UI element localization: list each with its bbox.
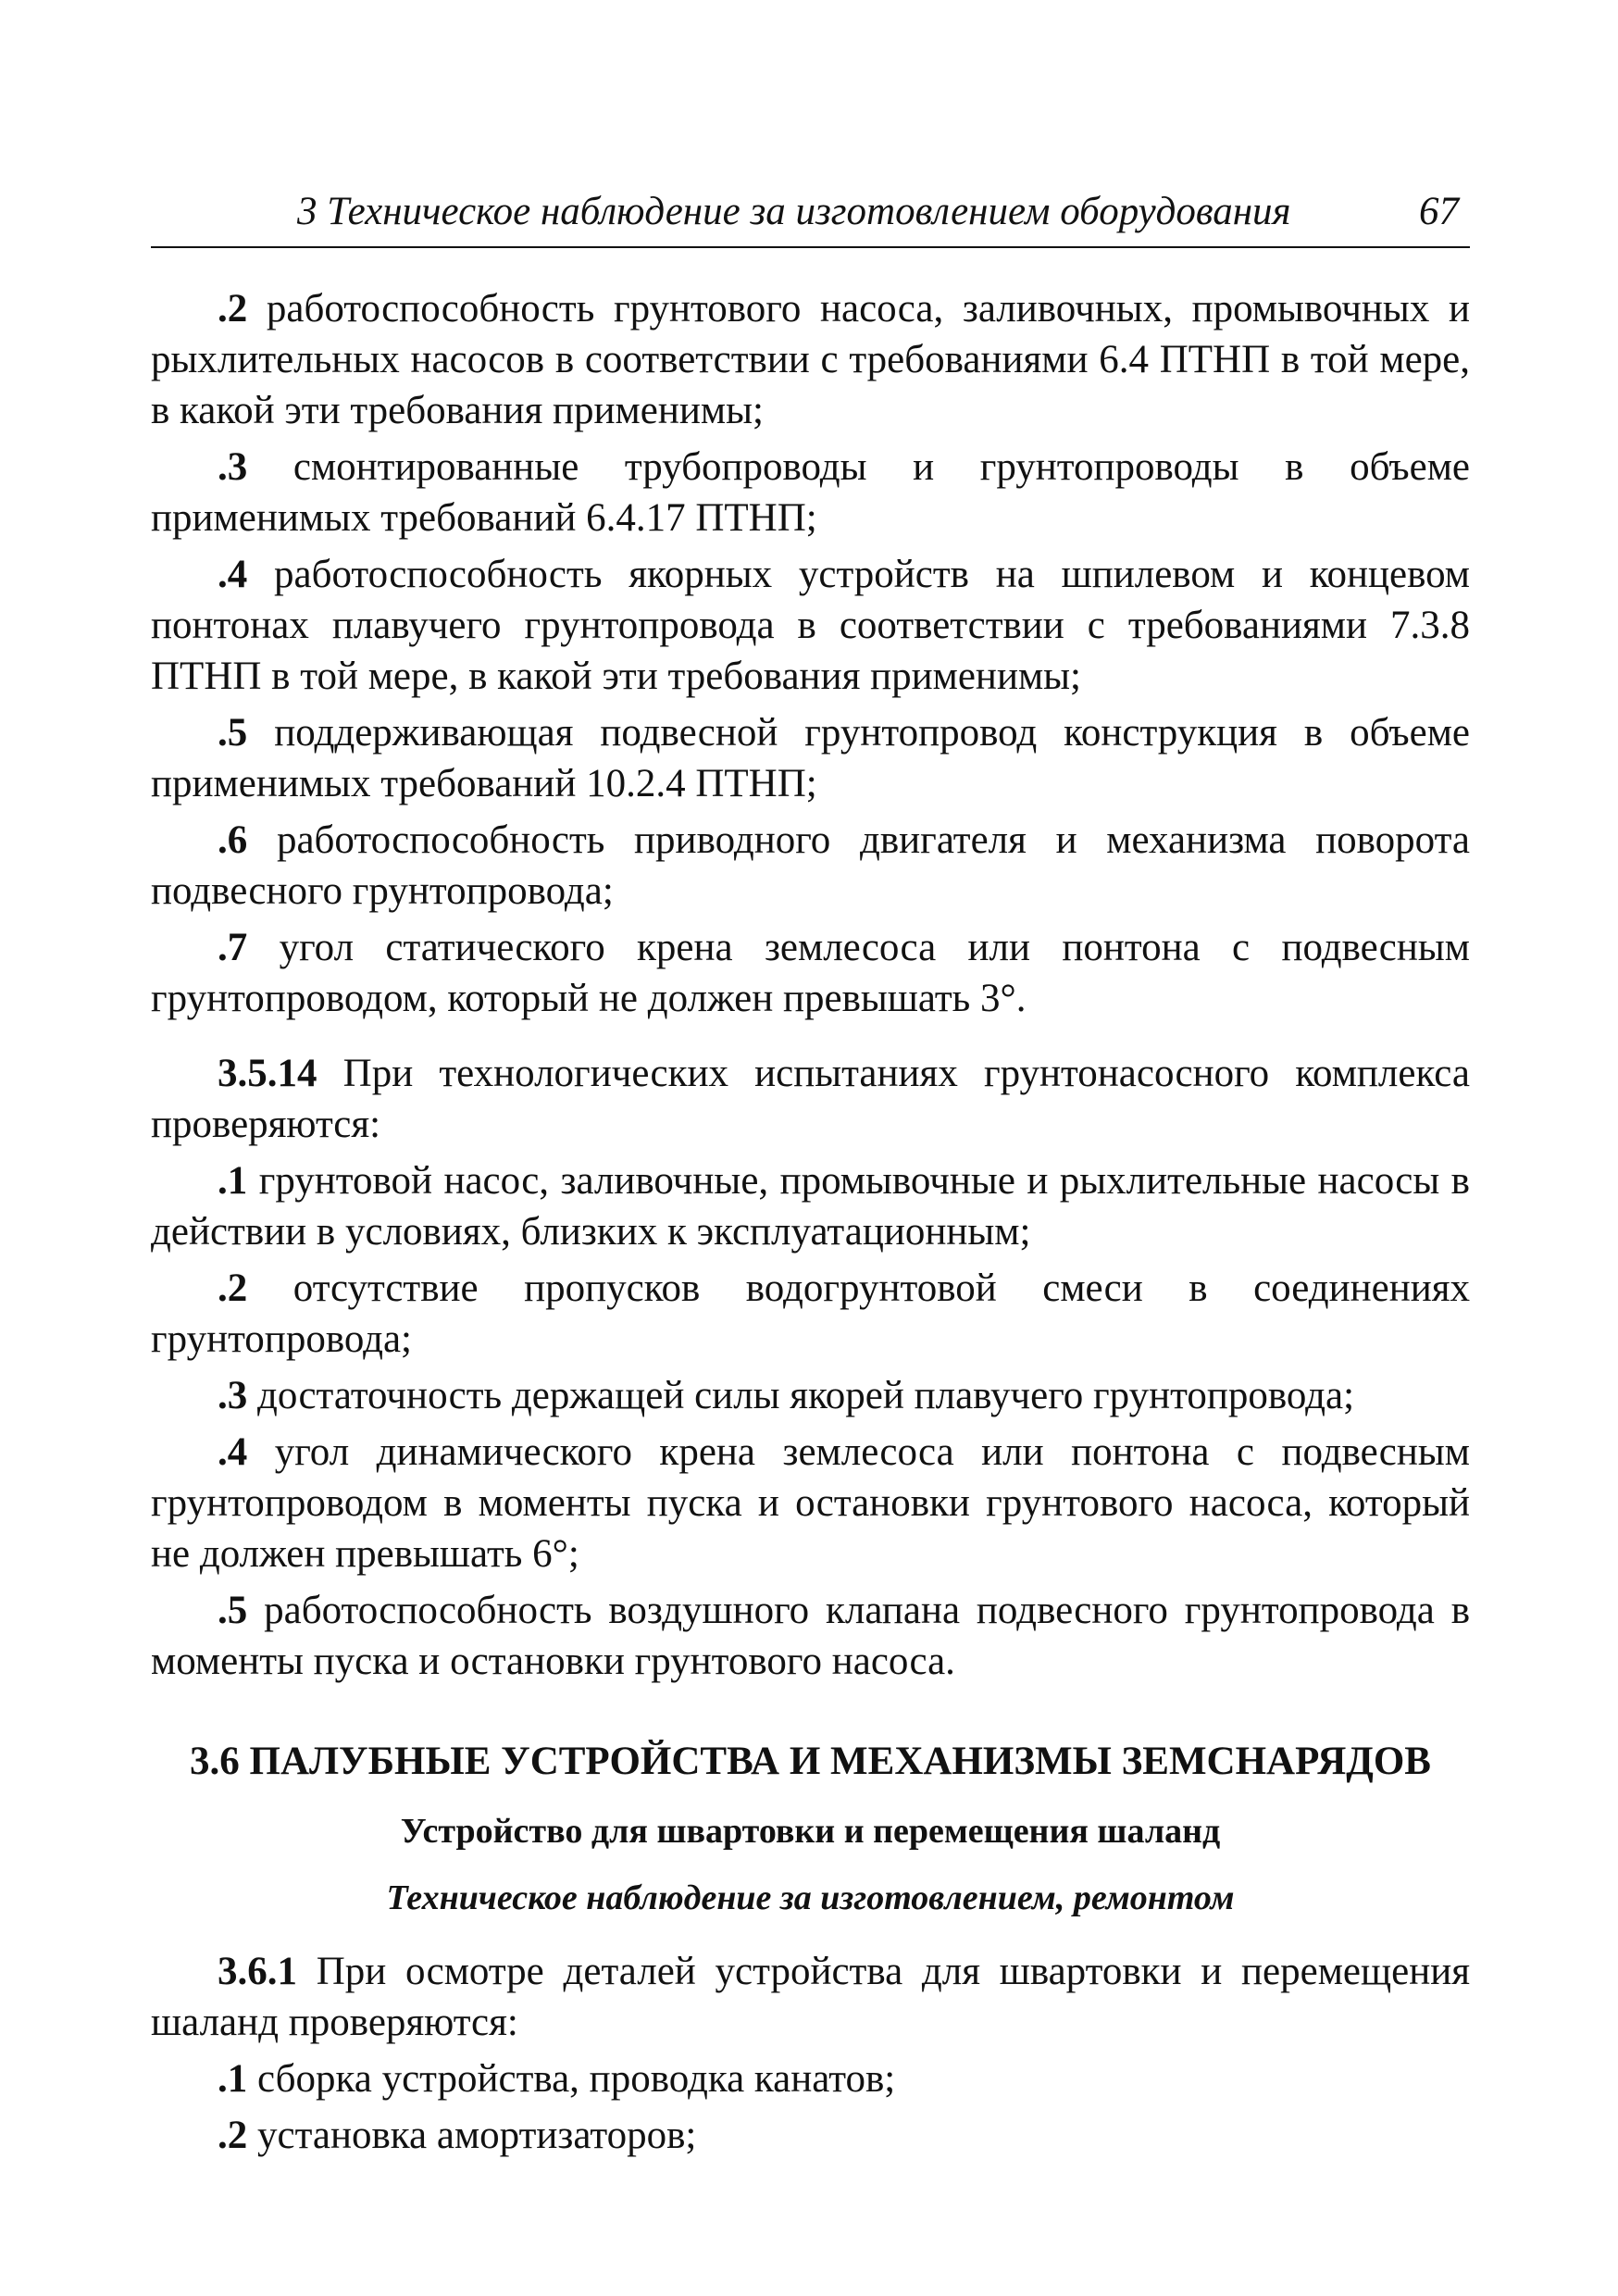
item-text: угол статического крена землесоса или понтона с подвесным грунтопроводом, который не должен превышать 3°. [151,926,1470,1020]
subsection-heading: Устройство для швартовки и перемещения шаланд [400,1812,1221,1851]
page-number: 67 [1419,190,1459,233]
item-number: .2 [218,2114,248,2157]
list-item [151,549,1470,702]
list-item [151,1427,1470,1579]
item-text: работоспособность грунтового насоса, заливочных, промывочных и рыхлительных насосов в соответствии с требованиями 6.4 ПТНП в той мере, в какой эти требования применимы; [151,287,1470,432]
item-number: .1 [218,2057,248,2101]
list-item [151,922,1470,1024]
clause-3-5-14 [151,1048,1470,1150]
clause-text: При технологических испытаниях грунтонасосного комплекса проверяются: [151,1052,1470,1146]
document-page [151,185,1470,2166]
list-item [151,2053,1470,2104]
item-text: работоспособность воздушного клапана подвесного грунтопровода в моменты пуска и остановки грунтового насоса. [151,1589,1470,1683]
item-number: .7 [218,926,248,969]
list-item [151,442,1470,543]
clause-number: 3.5.14 [218,1052,317,1095]
item-text: работоспособность якорных устройств на шпилевом и концевом понтонах плавучего грунтопровода в соответствии с требованиями 7.3.8 ПТНП в той мере, в какой эти требования применимы; [151,553,1470,698]
item-text: поддерживающая подвесной грунтопровод конструкция в объеме применимых требований 10.2.4 ПТНП; [151,711,1470,805]
item-number: .3 [218,1374,248,1417]
item-text: отсутствие пропусков водогрунтовой смеси в соединениях грунтопровода; [151,1267,1471,1361]
item-text: смонтированные трубопроводы и грунтопроводы в объеме применимых требований 6.4.17 ПТНП; [151,445,1471,540]
item-number: .5 [218,711,248,755]
clause-text: При осмотре деталей устройства для швартовки и перемещения шаланд проверяются: [151,1950,1471,2044]
item-text: установка амортизаторов; [257,2114,697,2157]
list-item [151,1155,1470,1257]
item-number: .5 [218,1589,248,1632]
item-number: .2 [218,1267,248,1310]
running-header-title: 3 Техническое наблюдение за изготовлением оборудования [297,190,1291,233]
item-text: грунтовой насос, заливочные, промывочные и рыхлительные насосы в действии в условиях, близких к эксплуатационным; [151,1159,1470,1254]
item-text: сборка устройства, проводка канатов; [257,2057,896,2101]
list-item [151,1370,1470,1421]
section-heading: 3.6 ПАЛУБНЫЕ УСТРОЙСТВА И МЕХАНИЗМЫ ЗЕМСНАРЯДОВ [190,1740,1431,1783]
list-item [151,2110,1470,2161]
clause-3-6-1 [151,1946,1470,2048]
list-item [151,1263,1470,1365]
subsection-italic-heading: Техническое наблюдение за изготовлением, ремонтом [386,1878,1235,1917]
list-item [151,815,1470,917]
body-text [151,283,1470,2161]
clause-number: 3.6.1 [218,1950,297,1993]
item-number: .1 [218,1159,248,1203]
item-number: .4 [218,1430,248,1474]
item-number: .2 [218,287,248,331]
item-text: работоспособность приводного двигателя и механизма поворота подвесного грунтопровода; [151,818,1471,913]
list-item [151,707,1470,809]
item-number: .6 [218,818,248,862]
item-text: достаточность держащей силы якорей плавучего грунтопровода; [257,1374,1355,1417]
list-item [151,283,1470,436]
item-number: .3 [218,445,248,489]
item-text: угол динамического крена землесоса или понтона с подвесным грунтопроводом в моменты пуска и остановки грунтового насоса, который не должен превышать 6°; [151,1430,1471,1576]
item-number: .4 [218,553,248,596]
list-item [151,1585,1470,1687]
running-header [151,185,1470,248]
